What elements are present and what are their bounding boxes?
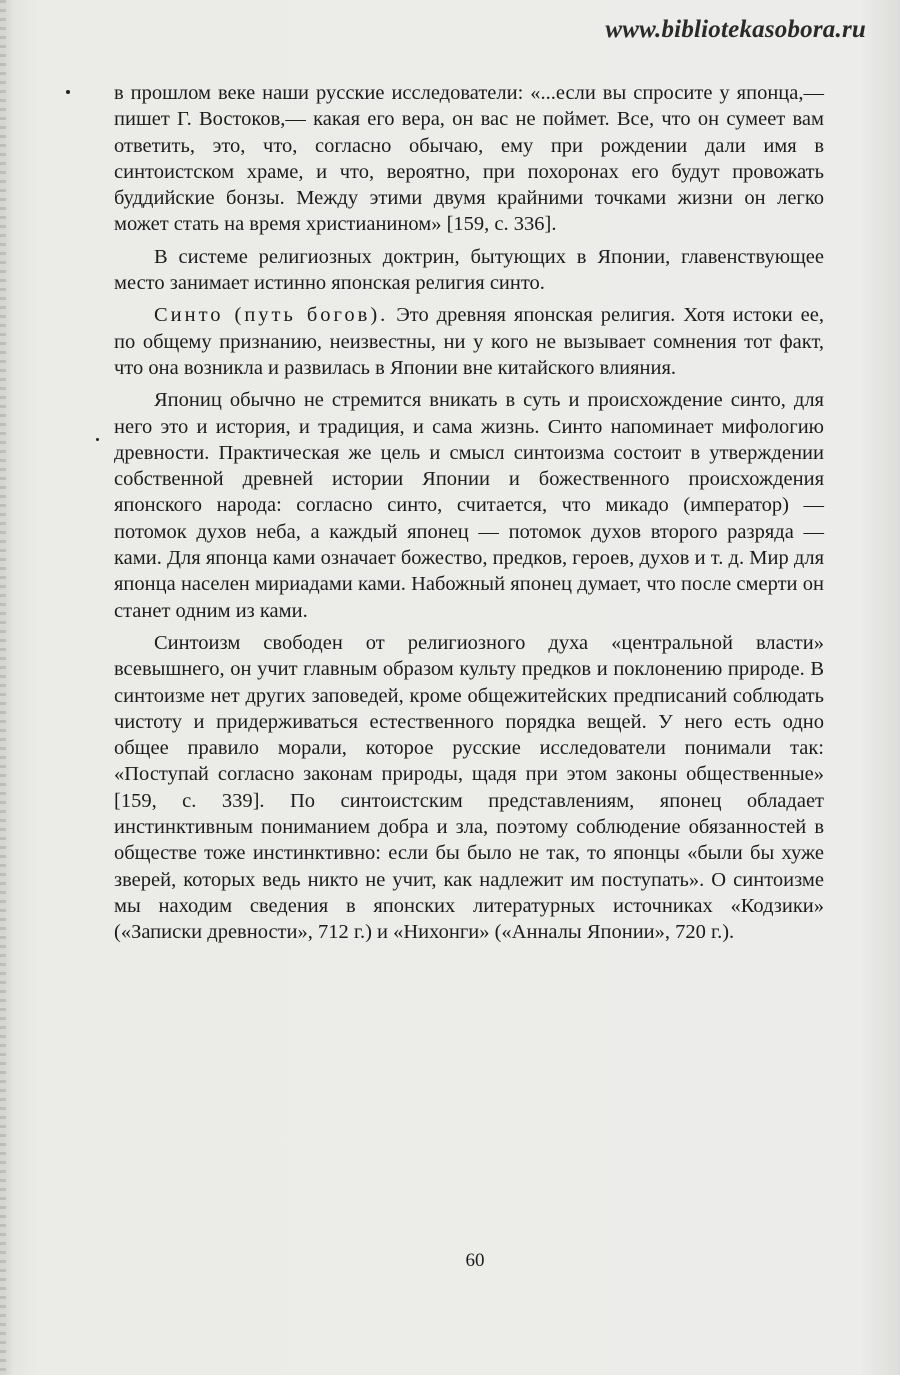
shinto-definition-text: Это древняя японская религия. Хотя истоки ее, по общему признанию, неизвестны, ни у кого не вызывает сомнения тот факт, что она возникла и развилась в Японии вне китайского влияния. bbox=[114, 304, 824, 379]
paragraph-shinto-essence: Япониц обычно не стремится вникать в суть и происхождение синто, для него это и история, и традиция, и сама жизнь. Синто напоминает мифологию древности. Практическая же цель и смысл синтоизма состоит в утверждении собственной древней истории Японии и божественного происхождения японского народа: согласно синто, считается, что микадо (император) — потомок духов неба, а каждый японец — потомок духов второго разряда — ками. Для японца ками означает божество, предков, героев, духов и т. д. Мир для японца населен мириадами ками. Набожный японец думает, что после смерти он станет одним из ками. bbox=[114, 389, 824, 622]
term-shinto: Синто (путь богов). bbox=[154, 304, 389, 327]
body-text bbox=[114, 80, 824, 952]
paragraph-quote-vostokov: в прошлом веке наши русские исследователи: «...если вы спросите у японца,— пишет Г. Востоков,— какая его вера, он вас не поймет. Все, что он сумеет вам ответить, это, что, согласно обычаю, ему при рождении дали имя в синтоистском храме, и что, вероятно, при похоронах его будут провожать буддийские бонзы. Между этими двумя крайними точками жизни он легко может стать на время христианином» [159, с. 336]. bbox=[114, 82, 824, 236]
site-watermark: www.bibliotekasobora.ru bbox=[605, 16, 866, 43]
print-speck bbox=[66, 90, 70, 94]
paragraph-shintoism-morals: Синтоизм свободен от религиозного духа «центральной власти» всевышнего, он учит главным образом культу предков и поклонению природе. В синтоизме нет других заповедей, кроме общежитейских предписаний соблюдать чистоту и придерживаться естественного порядка вещей. У него есть одно общее правило морали, которое русские исследователи понимали так: «Поступай согласно законам природы, щадя при этом законы общественные» [159, с. 339]. По синтоистским представлениям, японец обладает инстинктивным пониманием добра и зла, поэтому соблюдение обязанностей в обществе тоже инстинктивно: если бы было не так, то японцы «были бы хуже зверей, которых ведь никто не учит, как надлежит им поступать». О синтоизме мы находим сведения в японских литературных источниках «Кодзики» («Записки древности», 712 г.) и «Нихонги» («Анналы Японии», 720 г.). bbox=[114, 631, 824, 944]
print-speck bbox=[96, 438, 99, 441]
paragraph-religious-doctrines: В системе религиозных доктрин, бытующих в Японии, главенствующее место занимает истинно японская религия синто. bbox=[114, 245, 824, 295]
paragraph-shinto-definition bbox=[114, 302, 824, 381]
page-binding-edge bbox=[0, 0, 6, 1375]
page-number: 60 bbox=[465, 1250, 485, 1271]
